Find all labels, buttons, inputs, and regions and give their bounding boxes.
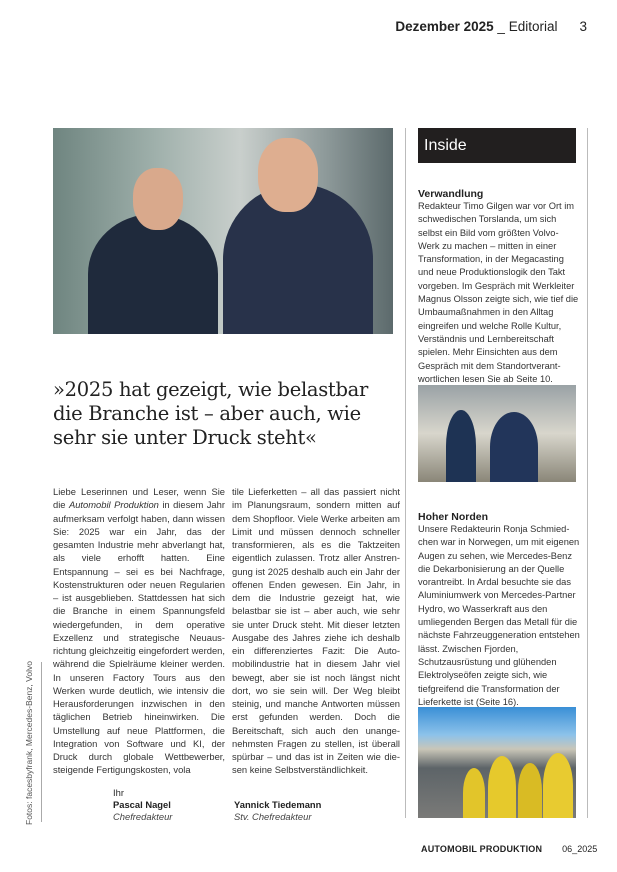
volvo-plant-photo: [418, 385, 576, 482]
issue-date: Dezember 2025: [395, 19, 494, 34]
editor-role: Stv. Chefredakteur: [234, 811, 312, 822]
magazine-name: AUTOMOBIL PRODUKTION: [421, 844, 543, 854]
headline-quote: »2025 hat gezeigt, wie belastbar die Branche ist – aber auch, wie sehr sie unter Druck steht«: [53, 378, 368, 449]
header-separator: _: [497, 19, 505, 34]
section-name: Editorial: [508, 19, 558, 34]
page-footer: [421, 844, 597, 854]
magazine-name-italic: Automobil Produktion: [68, 499, 159, 511]
body-column-1: [53, 485, 225, 777]
credit-divider: [41, 662, 42, 822]
editor-name: Yannick Tiedemann: [234, 799, 322, 810]
body-text: Liebe Leserinnen und Leser, wenn Sie die: [53, 486, 225, 511]
editor-role: Chefredakteur: [113, 811, 173, 822]
body-column-2: tile Lieferketten – all das passiert nicht im Planungsraum, sondern mitten auf dem Shopfloor. Viele Werke arbeiten am Limit und müssen dennoch schneller transformieren, als es die Taktzeiten eigentlich zulassen. Trotz aller Anstrengung ist 2025 deshalb auch ein Jahr der offenen Enden gewesen. Ein Jahr, in dem die Industrie gezeigt hat, wie belastbar sie ist – aber auch, wie sehr sie unter Druck steht. Mit dieser letzten Ausgabe des Jahres ziehe ich deshalb ein differenziertes Fazit: Die Automobilindustrie hat in diesem Jahr viel bewegt, aber sie ist noch längst nicht dort, wo sie sein will. Der Weg bleibt steinig, und manche Antworten müssen erst gefunden werden. Doch die Bereitschaft, sich auch den unangenehmsten Fragen zu stellen, ist überall spürbar – und das ist in Zeiten wie diesen keine Selbstverständlichkeit.: [232, 486, 400, 776]
photo-credit: Fotos: facesbyfrank, Mercedes-Benz, Volvo: [24, 661, 34, 825]
editor-name: Pascal Nagel: [113, 799, 171, 810]
issue-number: 06_2025: [562, 844, 598, 854]
sidebar-title: Inside: [418, 128, 576, 163]
sidebar-item-text: Unsere Redakteurin Ronja Schmiedchen war in Norwegen, um mit eigenen Augen zu sehen, wie Mercedes-Benz die Dekarbonisierung an der Quelle vorantreibt. In Ardal besuchte sie das Aluminiumwerk von Mercedes-Partner Hydro, wo Wasserkraft aus den umliegenden Bergen das Metall für die nächste Fahrzeuggeneration entstehen lässt. Zwischen Fjorden, Schutzausrüstung und glühenden Elektrolyseöfen zeigte sich, wie tiefgreifend die Transformation der Lieferkette ist (Seite 16).: [418, 524, 580, 707]
greeting: Ihr: [113, 787, 124, 798]
sidebar-item-heading: Hoher Norden: [418, 511, 489, 523]
hydro-plant-photo: [418, 707, 576, 818]
signature-editor-in-chief: [113, 787, 172, 823]
page-header: [395, 19, 587, 34]
sidebar-item-heading: Verwandlung: [418, 188, 484, 200]
page-number: 3: [579, 19, 587, 34]
editors-photo: [53, 128, 393, 334]
sidebar-item-text: Redakteur Timo Gilgen war vor Ort im schwedischen Torslanda, um sich selbst ein Bild vom größten Volvo-Werk zu machen – mitten in einer Transformation, in der Megacasting und neue Produktionslogik den Takt vorgeben. Im Gespräch mit Werkleiter Magnus Olsson zeigte sich, wie tief die Umbaumaßnahmen in den Alltag eingreifen und welche Rolle Kultur, Verständnis und Lernbereitschaft spielen. Mehr Einsichten aus dem Gespräch mit dem Standortverantwortlichen lesen Sie ab Seite 10.: [418, 201, 579, 384]
body-text: in diesem Jahr aufmerksam verfolgt haben, dann wissen Sie: 2025 war ein Jahr, das der gesamten Industrie mehr abverlangt hat, als viele erhofft hatten. Eine Entspannung – sei es bei Nachfrage, Kostenstrukturen oder neuen Regularien – ist ausgeblieben. Stattdessen hat sich die Branche in einem Spannungsfeld wiedergefunden, in dem operative Exzellenz und strategische Neuausrichtung gleichzeitig eingefordert werden, während die Spielräume kleiner werden. In unseren Factory Tours aus den Werken wurde deutlich, wie intensiv die Herausforderungen inzwischen in den täglichen Betrieb hineinwirken. Die Umstellung auf neue Plattformen, die Integration von Software und KI, der Druck durch globale Wettbewerber, steigende Fertigungskosten, vola: [53, 499, 225, 776]
signature-deputy-editor: [234, 799, 321, 823]
